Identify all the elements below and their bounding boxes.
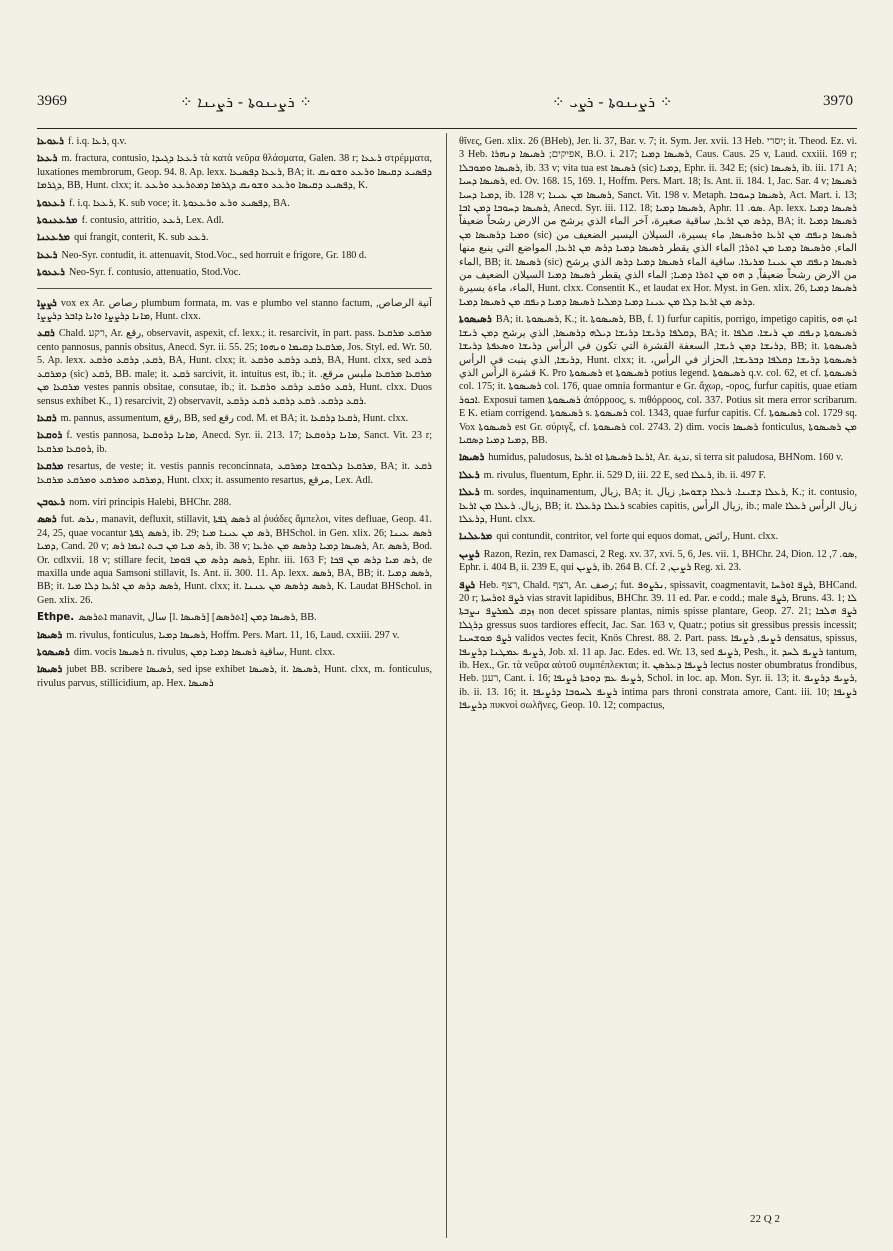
headword: ܪܥܥܐ [37,153,58,165]
right-running-head: ⁘ ܪܨܝܢܘܬܐ - ܪܨܝ ⁘ [552,93,673,111]
lexicon-entry [459,579,857,713]
lexicon-entry [37,152,432,192]
headword: ܪܣܝܣܘܬܐ [37,647,70,658]
left-page-number: 3969 [37,93,67,109]
lexicon-entry [37,460,432,487]
column-divider [446,133,447,1238]
headword: ܪܥܥܘܬܐ [37,197,65,209]
entry-text: m. rivulus, fonticulus, ܪܣܝܣܐ ܕܡܝܐ, Hoffm. Pers. Mart. 11, 16, Laud. cxxiii. 297 v. [66,629,400,641]
entry-text: jubet BB. scribere ܪܣܝܣܐ, sed ipse exhibet ܪܣܝܣܐ, it. ܪܣܝܣܐ, Hunt. clxx, m. fonticulus, rivulus parvus, stillicidium, ap. Hex. ܪܣܝܣܐ [37,664,432,689]
headword: ܪܥܘܒܢ [37,496,66,508]
entry-text: Chald. רקע, Ar. رقع, observavit, aspexit, cf. lexx.; it. resarcivit, in part. pass. ܡܪܩܥ ܡܪܩܥܐ cento pannosus, pannis obsitus, Anecd. Syr. ii. 55. 25; ܡܪܩܥܐ ܕܩܝܡܐ ܘܢܗܘܐ, Jos. Styl. ed. Wr. 50. 5. Ap. lexx. ܪܩܥ, ܕܪܩܥ ܘܪܩܥ, BA, Hunt. clxx; it. ܪܩܥ ܕܪܩܥ ܘܪܩܥ, BA, Hunt. clxx, sed ܪܩܥ ܕܡܪܩܥ (sic) ܪܩܥ, BB. male; it. ܪܩܥ sarcivit, it. intuitus est, ib.; it. ܡܪܩܥܐ ܡܪܩܥܐ ملبس مرقع. ܡܪܩܥܐ ܡܢ vestes pannis obsitae, consutae, ib.; it. ܪܩܥ ܘܪܩܥ ܕܪܩܥ ܘܪܩܥܐ, Hunt. clxx. Duos sensus exhibet K., 1) resarcivit, 2) observavit, ܪܩܥ ܕܪܩܥ. ܪܩܥ ܕܪܩܥ ܪܩܥ ܕܪܩܥ. [37,328,432,407]
headword: ܡܪܥܥܢܐ [37,232,71,244]
entry-text: fut. ܢܪܣ, manavit, defluxit, stillavit, ܪܣܣ ܓܦܬܐ al ῥυάδες ἄμπελοι, vites defluae, Geop. 41. 24, 25, quae vocantur ܪܣܣ ܓܦܬܐ, ib. 29; ܪܣ ܡܢ ܥܝܢܐ ܡܝܐ, BHSchol. in Gen. xlix. 26; ܪܣܣ ܥܝܢܐ ܕܡܝܐ, Cand. 20 v; ܪܣ ܡܝܐ ܡܢ ܒܝܬ ܐܝܡܐ ܪܣ, ib. 38 v; ܪܣܝܣܐ ܕܡܝܐ ܕܪܣܣ ܡܢ ܬܪܥܐ, Ar. ܪܣܣ, Bod. Or. cdlxvii. 18 v; stillare fecit, ܪܣܣ ܕܪܣ ܡܢ ܦܘܡܐ, Ephr. iii. 163 F; ܪܣ ܡܝܐ ܕܪܣ ܡܢ ܦܟܐ, de maxilla unde aqua Samsoni stillavit, Is. Ant. ii. 300. 11. Ap. lexx. ܪܣܣ, BA, BB; it. ܪܣܣ ܕܡܝܐ, BB; it. ܪܣܣ ܕܪܣ ܡܢ ܐܪܥܐ ܕܠܐ ܡܝܐ, Hunt. clxx; it. ܪܣܣ ܕܪܣܣ ܡܢ ܥܢܢܐ, K. Laudat BHSchol. in Gen. xlix. 26. [37,514,432,606]
lexicon-entry [459,313,857,447]
lexicon-entry [37,135,432,148]
lexicon-entry [459,451,857,464]
header-rule [37,128,857,129]
entry-text: f. contusio, attritio, ܪܥܥ, Lex. Adl. [81,215,224,227]
lexicon-entry [37,663,432,690]
entry-text: m. pannus, assumentum, رقع, BB, sed رقع cod. M. et BA; it. ܪܩܥܐ ܕܪܩܥܐ, Hunt. clxx. [60,412,409,424]
lexicon-entry [37,513,432,607]
entry-text: f. i.q. ܪܥܐ, q.v. [67,136,127,147]
entry-text: f. i.q. ܪܥܥܐ, K. sub voce; it. ܕܦܣܝܥ ܘܪܥ ܘܪܥܥܘܬܐ, BA. [68,197,290,209]
headword: ܪܩܥܐ [37,412,57,424]
entry-text: dim. vocis ܪܣܝܣܐ n. rivulus, ساقية ܪܣܝܣܐ ܕܡܝܐ ܕܡܢ, Hunt. clxx. [73,647,336,658]
headword: ܪܨܨܐ [37,297,57,309]
headword: ܪܣܣ [37,514,57,526]
entry-text: Heb. רצף, Chald. רצף, Ar. رصف; fut. ܢܪܨܘܦ, spissavit, coagmentavit, ܪܨܦ ܐܘܪܚܐ, BHCand. 20 r; ܪܨܦ ܐܘܪܚܬܐ vias stravit lapidibus, BHChr. 39. 11 ed. Par. e codd.; male ܪܨܦ, Bruns. 43. 1; ܠܐ ܙܕܩ ܠܡܪܨܦ ܢܨܒܬܐ non decet spissare plantas, nimis spisse plantare, Geop. 27. 21; ܪܨܦ ܗܠܟܐ ܕܪܓܠܐ gressus suos tardiores effecit, Jac. Sar. 163 v, Quatr.; potius sit gressibus pressis incessit; ܪܨܦ ܡܘܫܚܢܐ validos vectes fecit, Knös Chrest. 88. 2. Part. pass. ܪܨܝܦ, ܪܨܝܦܐ densatus, spissus, ܪܨܝܦ ܥܡܛܢܐ ܕܪܨܝܦܐ, Job. xl. 11 ap. Jac. Edes. ed. Wr. 13, sed ܪܨܝܦ, Pesh., it. ܪܨܝܦ ܠܚܕ tantum, ib. Hex., Gr. τὰ νεῦρα αὐτοῦ συμπέπλεκται; it. ܪܨܝܦܐ ܕܥܪܣܢ lectus noster obumbratus frondibus, Heb. רענן, Cant. i. 16; ܪܨܝܦ ܥܡ ܕܘܟܬܐ ܪܨܝܦܐ, Schol. in loc. ap. Mon. Syr. ii. 13; it. ܪܨܝܦ ܕܪܨܝܦ, ib. ii. 13. 16; it. ܪܨܝܦ ܠܚܘܒܐ ܕܪܨܝܦܐ intima pars throni constrata amore, Cant. iii. 10; ܪܨܝܦܐ ܕܪܨܝܦܐ πυκνοὶ σωλῆνες, Geop. 10. 12; compactus, [459,579,857,712]
entry-text: BA; it. ܪܣܝܣܘܬܐ, K.; it. ܪܣܝܣܘܬܐ, BB, f. 1) furfur capitis, porrigo, impetigo capitis, ܐܝܟ ܗܘ ܕܩܠܦܐ ܕܪܝܫܐ ܕܪܝܫܐ ܕܝܠܗ ܕܪܣܝܣܐ, الذي يرشح ܕܡܢ ܪܝܫܐ, BA; it. ܪܣܝܣܘܬܐ ܕܢܦܩ ܡܢ ܪܝܫܐ. ܩܠܦܐ ܕܪܝܫܐ ܕܡܢ ܪܝܫܐ, السعفة القشرة التي تكون في الرأس ܕܪܝܫܐ ܘܣܥܦܬܐ ܕܪܝܫܐ, BB; it. ܪܣܝܣܘܬܐ ܕܪܝܫܐ, الذي ينبت في الرأس, Hunt. clxx; it. ܪܣܝܣܘܬܐ ܕܪܝܫܐ ܕܩܠܦܐ ܕܒܪܝܫܐ, الحزاز في الرأس، قشرة الرأس الذي K. Pro ܪܣܝܣܘܬܐ et ܪܣܝܣܘܬܐ potius legend. ܪܣܝܣܘܬܐ q.v. col. 62, et cf. ܪܣܝܣܘܬܐ col. 175; it. ܪܣܝܣܘܬܐ col. 176, quae omnia formantur e Gr. ἄχωρ, -ορος, furfur capitis, quae etiam ܐܟܘܪ. Exposui tamen ܪܣܝܣܘܬܐ ἀπόρροος, s. πιθόρροος, col. 337. Potius sit mera error scribarum. E K. etiam corrigend. ܪܣܝܣܘܬܐ s. ܪܣܝܣܘܬܐ col. 1343, quae furfur capitis. Cf. ܪܣܝܣܘܬܐ col. 1729 sq. Vox ܪܣܝܣܘܬܐ est Gr. σύριγξ, cf. ܪܣܝܣܘܬܐ col. 2743. 2) dim. vocis ܪܣܝܣܐ fonticulus, ܡܢ ܪܣܝܣܘܬܐ ܕܡܝܐ ܕܡܝܐ ܕܣܩܝܐ, BB. [459,314,857,446]
right-column [459,135,857,1240]
lexicon-entry [37,266,432,279]
headword: ܪܣܝܣܐ [37,664,63,676]
lexicon-entry [37,611,432,624]
entry-text: m. rivulus, fluentum, Ephr. ii. 529 D, iii. 22 E, sed ܪܥܠܐ, ib. ii. 497 F. [483,469,766,481]
entry-text: vox ex Ar. رصاص plumbum formata, m. vas e plumbo vel stanno factum, آنية الرصاص, ܡܐܢܐ ܕܪܨܨܐ ܘܐܢܐ ܕܐܒܪ ܕܪܨܨܐ, Hunt. clxx. [37,297,432,323]
headword: ܪܥܠܐ [459,487,480,499]
lexicon-entry [37,646,432,659]
headword: ܡܪܥܥܢܘܬܐ [37,215,78,227]
lexicon-entry [37,214,432,227]
lexicon-entry [37,197,432,210]
lexicon-entry [37,231,432,244]
entry-separator [37,288,432,289]
signature-mark: 22 Q 2 [750,1213,780,1225]
headword: ܪܣܝܣܘܬܐ [459,314,492,326]
headword: ܪܥܥܐ [37,249,58,261]
lexicon-entry [37,412,432,425]
lexicon-entry [459,469,857,482]
headword: ܡܪܥܠܢܐ [459,531,493,543]
entry-text: θῖνες, Gen. xlix. 26 (BHeb), Jer. li. 37, Bar. v. 7; it. Sym. Jer. xvii. 13 Heb. יסרי; it. Theod. Ez. vi. 3 Heb. אפיקים; ܪܣܝܣܐ ܕܢܗܪܐ, B.O. i. 217; ܪܣܝܣܐ ܕܡܝܐ, Caus. Caus. 25 v, Laud. cxxiii. 169 r; ܪܣܝܣܐ ܘܡܘܒܠܐ, ib. 33 v; vita tua est ܪܣܝܣܐ (sic) ܕܡܝܐ, Ephr. ii. 342 E; (sic) ܪܣܝܣܐ, ib. iii. 171 A; ܪܣܝܣܐ ܕܚܝܐ, ed. Ov. 168. 15, 169. 1, Hoffm. Pers. Mart. 18; Is. Ant. ii. 184. 1, Jac. Sar. 4 v; ܪܣܝܣܐ ܕܡܝܐ ܕܚܝܐ, ib. 128 v; ܪܣܝܣܐ ܡܢ ܥܝܢܐ, Sanct. Vit. 198 v. Metaph. ܪܣܝܣܐ ܕܚܘܒܐ, Act. Mart. i. 13; ܪܣܝܣܐ ܕܚܘܒܐ ܕܡܢ ܐܒܐ, Anecd. Syr. iii. 112. 18; ܪܣܝܣܐ ܕܡܝܐ, Aphr. ܣܘ. 11. Ap. lexx. ܪܣܝܣܐ ܕܡܝܐ ܕܪܣ ܡܢ ܐܪܥܐ, ساقية صغيرة، آخر الماء الذي يرشح من الارض رشحاً ضعيفاً, BA; it. ܪܣܝܣܐ ܕܡܝܐ ܘܡܝܐ ܕܪܣܝܣܐ ܡܢ (sic) ܪܣܝܣܐ ܕܢܦܩ ܡܢ ܐܪܥܐ ܘܪܣܝܣܐ, ماء يسيرة، السيلان اليسير الضعيف من الماء, ܘܪܣܝܣܐ ܕܡܝܐ ܡܢ ܐܬܪܐ; الماء الذي يقطر ܪܣܝܣܐ ܕܡܝܐ ܕܪܣ ܡܢ ܐܪܥܐ, المواضع التي ينبع منها الماء, BB; it. ܪܣܝܣܐ (sic) ܪܣܝܣܐ ܕܢܦܩ ܡܢ ܥܝܢܐ ܡܪܝܪܐ. ساقية الماء ܪܣܝܣܐ ܕܡܝܐ ܕܪܣ الذي يرشح من الارض رشحاً ضعيفاً, ܕ ܗܘ ܡܢ ܐܬܪܐ ܕܡܝܐ; الماء الذي يقطر ܪܣܝܣܐ ܕܡܝܐ السيلان الضعيف من الماء، ماءة يسيرة, Hunt. clxx. Consentit K., et laudat ex Hor. Myst. in Gen. xlix. 26, ܪܣܝܣܐ ܕܡܝܐ ܕܪܣ ܡܢ ܐܪܥܐ ܕܠܐ ܡܢ ܥܝܢܐ ܕܡܝܐ ܕܡܠܝܐ ܪܣܝܣܐ ܕܡܝܐ ܕܢܦܩ ܡܢ ܪܣܝܣܐ ܕܡܝܐ. [459,136,857,308]
headword: ܪܘܩܥܐ [37,430,63,442]
lexicon-entry [459,548,857,575]
lexicon-entry [459,135,857,309]
lexicon-entry [37,297,432,324]
lexicon-entry [37,629,432,642]
entry-text: humidus, paludosus, ܐܪܥܐ ܪܣܝܣܬܐ ܐܘ ܐܪܥܐ, Ar. ندية, si terra sit paludosa, BHNom. 160 v. [488,452,843,464]
entry-text: Razon, Rezin, rex Damasci, 2 Reg. xv. 37, xvi. 5, 6, Jes. vii. 1, BHChr. 24, Dion. ܣܘ. 7, 12, Ephr. i. 404 B, ii. 239 E, qui ܪܨܝܢ, ib. 264 B. Cf. ܪܨܝܢ, 2 Reg. xi. 23. [459,548,857,574]
entry-text: Neo-Syr. f. contusio, attenuatio, Stod.Voc. [68,267,241,279]
page-header [0,93,893,121]
lexicon-entry [37,496,432,509]
headword: ܪܥܘܥܐ [37,136,64,147]
headword: ܡܪܩܥܐ [37,461,64,473]
headword: Ethpe. [37,612,75,624]
lexicon-entry [37,429,432,456]
entry-text: ܐܬܪܣܣ manavit, سال [l. ܪܣܝܣܐ] ܪܣܝܣܐ ܕܡܢ [ܐܬܪܣܣ], BB. [78,612,317,624]
headword: ܪܣܝܣܐ [37,629,63,641]
entry-text: m. fractura, contusio, ܪܥܥܐ ܕܓܝܕܐ τὰ κατὰ νεῦρα θλάσματα, Galen. 38 r; ܪܥܥܐ στρέμματα, luxationes membrorum, Geop. 94. 8. Ap. lexx. ܪܥܥܐ ܕܦܣܝܥܐ, BA; it. ܕܦܣܝܥ ܕܩܝܣܐ ܘܪܥܥ ܘܫܘܢܩ ܕܓܪܡܐ, BB, Hunt. clxx; it. ܕܦܣܝܥ ܕܩܝܣܐ ܘܪܥܥ ܘܫܘܢܩ ܕܓܪܡܐ ܕܡܬܪܥܥ ܘܪܥܥ, K. [37,153,432,192]
entry-text: resartus, de veste; it. vestis pannis reconcinnata, ܡܪܩܥܐ ܕܠܒܘܫܐ ܕܡܪܩܥ, BA; it. ܪܩܥ ܕܡܪܩܥ ܘܡܪܩܥ ܘܡܪܩܥ ܡܪܩܥܐ, Hunt. clxx; it. assumento resartus, مرقع, Lex. Adl. [37,461,432,486]
entry-text: qui contundit, contritor, vel forte qui equos domat, رائض, Hunt. clxx. [496,531,779,543]
entry-text: qui frangit, conterit, K. sub ܪܥܥ. [74,232,209,244]
headword: ܪܣܝܣܐ [459,452,485,464]
entry-text: m. sordes, inquinamentum, زيال, BA; it. ܪܥܠܐ ܕܫܝܢܐ. ܪܥܠܐ ܕܫܘܚܐ, زيال, K.; it. contusio, زيال. ܪܥܠܐ ܡܢ ܐܪܥܐ, BB; it. ܪܥܠܐ ܕܪܥܠܐ scabies capitis, زيال الرأس, ib.; male زيال الرأس ܪܥܠܐ ܕܪܥܠܐ, Hunt. clxx. [459,487,857,525]
entry-text: nom. viri principis Halebi, BHChr. 288. [69,496,232,508]
lexicon-entry [37,249,432,262]
headword: ܪܨܝܢ [459,548,480,560]
headword: ܪܩܥ [37,328,55,340]
headword: ܪܥܥܘܬܐ [37,267,65,279]
left-column [37,135,432,1240]
entry-text: f. vestis pannosa, ܡܐܢܐ ܕܪܘܩܥܐ, Anecd. Syr. ii. 213. 17; ܡܐܢܐ ܕܪܘܩܥܐ, Sanct. Vit. 23 r; ܪܘܩܥܐ ܡܪܩܥܐ, ib. [37,430,432,455]
headword: ܪܨܦ [459,579,476,591]
lexicon-entry [459,530,857,543]
right-page-number: 3970 [823,93,853,109]
headword: ܪܥܠܐ [459,469,480,481]
entry-text: Neo-Syr. contudit, it. attenuavit, Stod.Voc., sed horruit e frigore, Gr. 180 d. [61,249,367,261]
lexicon-entry [459,486,857,526]
lexicon-entry [37,327,432,407]
left-running-head: ⁘ ܪܨܝܢܘܬܐ - ܪܨܝܢܐ ⁘ [180,93,312,111]
